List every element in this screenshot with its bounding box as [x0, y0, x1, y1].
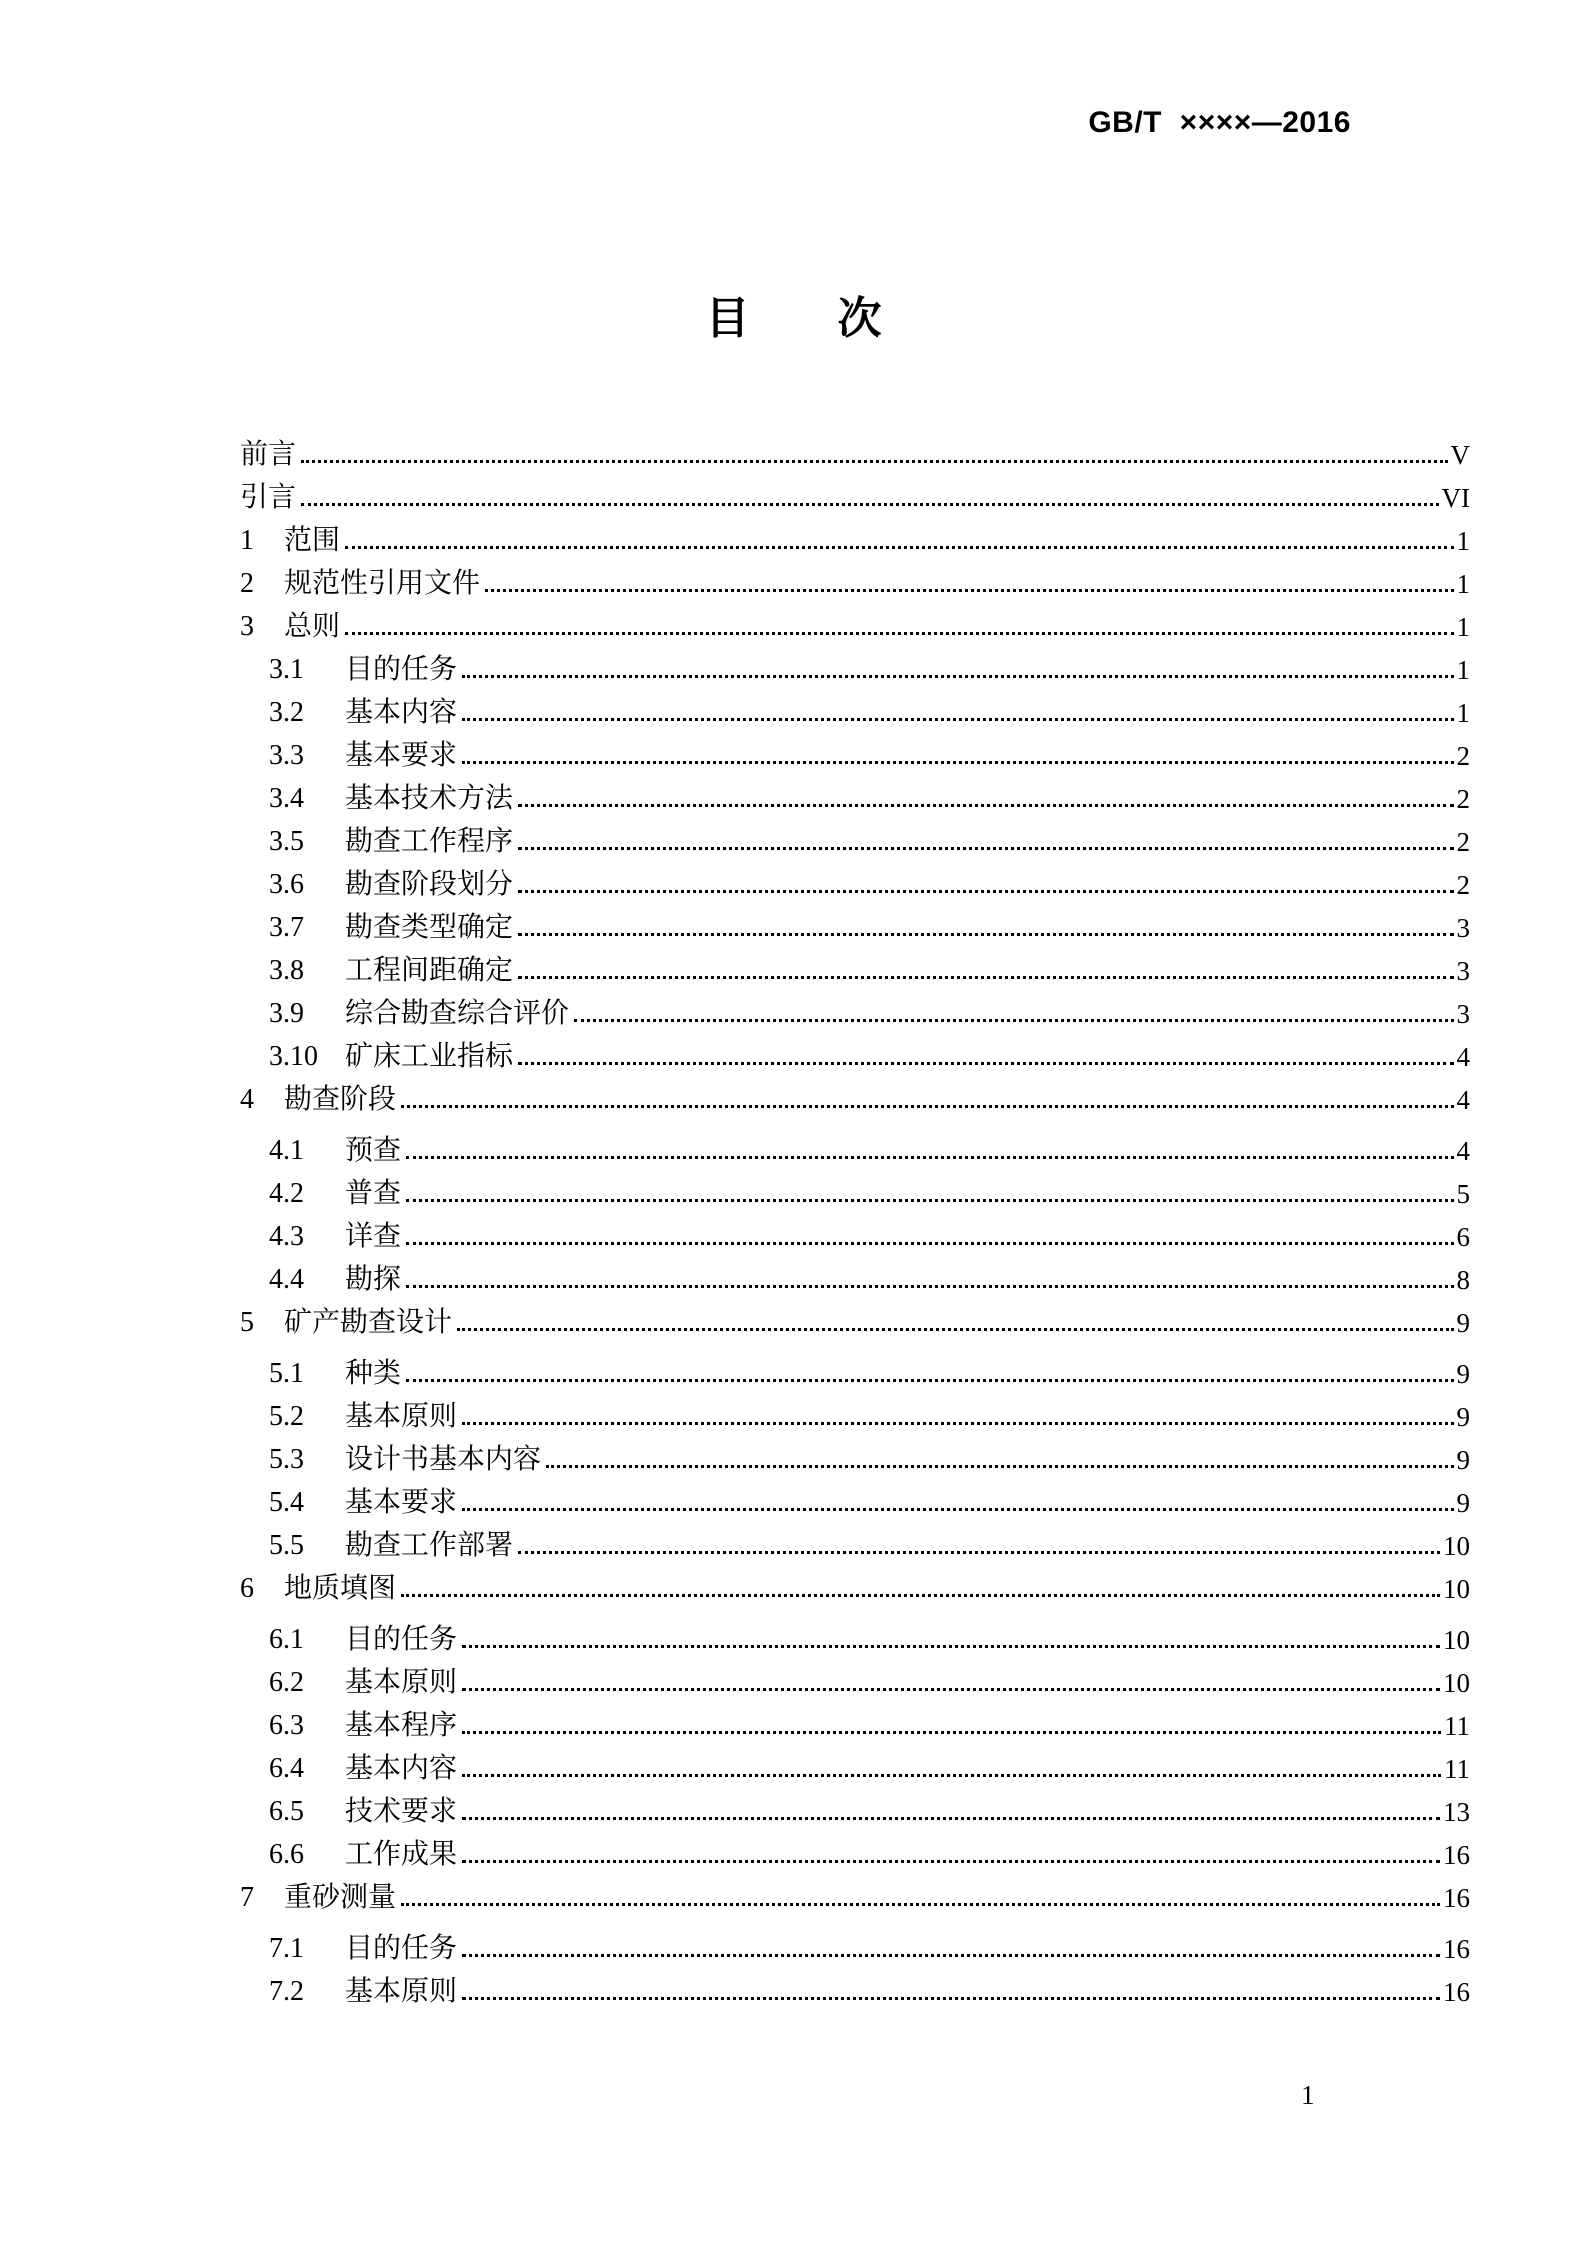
- toc-entry[interactable]: [240, 1222, 1470, 1252]
- toc-leader-dots: [462, 1731, 1441, 1734]
- toc-entry[interactable]: [240, 784, 1470, 814]
- toc-entry-number: 2: [240, 568, 254, 599]
- toc-entry-page: 5: [1456, 1179, 1470, 1209]
- toc-leader-dots: [518, 847, 1453, 850]
- toc-leader-dots: [345, 632, 1453, 635]
- toc-leader-dots: [462, 1645, 1440, 1648]
- toc-entry-title: 普查: [345, 1178, 402, 1209]
- toc-entry-page: 16: [1443, 1934, 1470, 1964]
- toc-entry-title: 种类: [345, 1358, 402, 1389]
- toc-entry-number: 4.2: [269, 1178, 304, 1209]
- toc-leader-dots: [406, 1285, 1453, 1288]
- toc-leader-dots: [406, 1156, 1453, 1159]
- toc-entry-page: 4: [1456, 1042, 1470, 1072]
- toc-entry-number: 6.3: [269, 1710, 304, 1741]
- toc-leader-dots: [301, 503, 1438, 506]
- toc-entry-number: 5.1: [269, 1358, 304, 1389]
- toc-entry-page: 1: [1456, 526, 1470, 556]
- toc-entry-title: 基本要求: [345, 740, 458, 771]
- toc-entry[interactable]: [240, 1797, 1470, 1827]
- toc-entry-title: 目的任务: [345, 654, 458, 685]
- toc-entry-page: 2: [1456, 827, 1470, 857]
- toc-entry-number: 3: [240, 611, 254, 642]
- toc-entry-page: 9: [1456, 1402, 1470, 1432]
- toc-entry-number: 7.2: [269, 1976, 304, 2007]
- toc-leader-dots: [462, 1774, 1441, 1777]
- toc-entry-title: 工程间距确定: [345, 955, 514, 986]
- toc-entry[interactable]: [240, 1977, 1470, 2007]
- toc-entry-page: 8: [1456, 1265, 1470, 1295]
- toc-entry[interactable]: [240, 741, 1470, 771]
- toc-entry-page: VI: [1441, 483, 1470, 513]
- toc-leader-dots: [301, 460, 1447, 463]
- toc-entry-number: 4: [240, 1084, 254, 1115]
- toc-entry-title: 工作成果: [345, 1839, 458, 1870]
- toc-entry[interactable]: [240, 1488, 1470, 1518]
- toc-entry[interactable]: [240, 483, 1470, 513]
- toc-leader-dots: [518, 933, 1453, 936]
- toc-leader-dots: [462, 1954, 1440, 1957]
- toc-entry-page: 2: [1456, 784, 1470, 814]
- toc-entry-number: 5.3: [269, 1444, 304, 1475]
- toc-entry[interactable]: [240, 698, 1470, 728]
- toc-entry-title: 勘探: [345, 1264, 402, 1295]
- toc-entry-title: 总则: [284, 611, 341, 642]
- toc-leader-dots: [401, 1594, 1440, 1597]
- standard-code-header: GB/T ××××—2016: [1088, 106, 1351, 139]
- toc-entry-page: 6: [1456, 1222, 1470, 1252]
- toc-entry-page: 10: [1443, 1574, 1470, 1604]
- toc-entry[interactable]: [240, 526, 1470, 556]
- toc-entry[interactable]: [240, 612, 1470, 642]
- toc-entry-title: 勘查阶段: [284, 1084, 397, 1115]
- toc-entry-page: 1: [1456, 698, 1470, 728]
- toc-leader-dots: [518, 1551, 1440, 1554]
- page-title: 目 次: [705, 294, 882, 343]
- toc-leader-dots: [406, 1379, 1453, 1382]
- toc-entry-title: 引言: [240, 482, 297, 513]
- toc-entry-title: 技术要求: [345, 1796, 458, 1827]
- toc-entry-title: 勘查工作部署: [345, 1530, 514, 1561]
- footer-page-number: 1: [1301, 2080, 1315, 2110]
- toc-entry-page: 9: [1456, 1359, 1470, 1389]
- toc-entry-number: 7: [240, 1882, 254, 1913]
- toc-entry-title: 矿床工业指标: [345, 1041, 514, 1072]
- toc-entry[interactable]: [240, 1711, 1470, 1741]
- toc-entry-page: 10: [1443, 1668, 1470, 1698]
- toc-entry-number: 3.3: [269, 740, 304, 771]
- toc-entry-page: 4: [1456, 1136, 1470, 1166]
- toc-entry-page: 10: [1443, 1531, 1470, 1561]
- toc-entry-number: 6.1: [269, 1624, 304, 1655]
- toc-entry-page: 10: [1443, 1625, 1470, 1655]
- toc-entry[interactable]: [240, 440, 1470, 470]
- toc-entry-page: 3: [1456, 999, 1470, 1029]
- toc-entry-number: 3.1: [269, 654, 304, 685]
- toc-entry-page: 4: [1456, 1085, 1470, 1115]
- toc-entry[interactable]: [240, 1308, 1470, 1338]
- toc-leader-dots: [462, 1860, 1440, 1863]
- toc-leader-dots: [518, 976, 1453, 979]
- toc-entry-title: 规范性引用文件: [284, 568, 481, 599]
- toc-entry-number: 5: [240, 1307, 254, 1338]
- toc-entry-number: 3.8: [269, 955, 304, 986]
- toc-entry-page: 1: [1456, 569, 1470, 599]
- toc-leader-dots: [462, 1688, 1440, 1691]
- toc-entry-title: 设计书基本内容: [345, 1444, 542, 1475]
- toc-entry-number: 6.5: [269, 1796, 304, 1827]
- toc-entry-page: 9: [1456, 1488, 1470, 1518]
- toc-entry-title: 基本技术方法: [345, 783, 514, 814]
- toc-entry[interactable]: [240, 999, 1470, 1029]
- toc-entry-page: 11: [1444, 1754, 1470, 1784]
- toc-leader-dots: [462, 1997, 1440, 2000]
- toc-entry[interactable]: [240, 1934, 1470, 1964]
- toc-entry-title: 基本程序: [345, 1710, 458, 1741]
- toc-leader-dots: [457, 1328, 1453, 1331]
- toc-entry-page: 16: [1443, 1977, 1470, 2007]
- toc-entry-title: 勘查类型确定: [345, 912, 514, 943]
- toc-entry-number: 3.2: [269, 697, 304, 728]
- toc-entry-title: 详查: [345, 1221, 402, 1252]
- toc-entry-number: 5.4: [269, 1487, 304, 1518]
- toc-entry-title: 基本原则: [345, 1667, 458, 1698]
- toc-entry-title: 基本原则: [345, 1976, 458, 2007]
- toc-entry[interactable]: [240, 1574, 1470, 1604]
- toc-entry-number: 6.4: [269, 1753, 304, 1784]
- toc-entry-number: 3.6: [269, 869, 304, 900]
- toc-leader-dots: [345, 546, 1453, 549]
- toc-entry-title: 基本内容: [345, 697, 458, 728]
- toc-entry-title: 勘查阶段划分: [345, 869, 514, 900]
- toc-entry-page: 3: [1456, 956, 1470, 986]
- toc-entry-number: 4.4: [269, 1264, 304, 1295]
- toc-entry-title: 预查: [345, 1135, 402, 1166]
- toc-leader-dots: [462, 1422, 1453, 1425]
- toc-entry-title: 基本原则: [345, 1401, 458, 1432]
- toc-entry-number: 3.9: [269, 998, 304, 1029]
- toc-entry-number: 6: [240, 1573, 254, 1604]
- toc-entry[interactable]: [240, 1265, 1470, 1295]
- toc-entry[interactable]: [240, 1883, 1470, 1913]
- toc-leader-dots: [462, 675, 1453, 678]
- toc-entry[interactable]: [240, 1754, 1470, 1784]
- toc-entry-number: 5.2: [269, 1401, 304, 1432]
- toc-leader-dots: [401, 1903, 1440, 1906]
- toc-entry-page: 9: [1456, 1308, 1470, 1338]
- toc-entry[interactable]: [240, 1179, 1470, 1209]
- toc-entry-title: 前言: [240, 439, 297, 470]
- toc-entry-page: 9: [1456, 1445, 1470, 1475]
- toc-entry[interactable]: [240, 1531, 1470, 1561]
- toc-entry-page: 2: [1456, 741, 1470, 771]
- toc-entry[interactable]: [240, 1840, 1470, 1870]
- toc-entry-title: 基本要求: [345, 1487, 458, 1518]
- toc-leader-dots: [462, 718, 1453, 721]
- toc-entry-page: V: [1450, 440, 1470, 470]
- toc-entry-number: 3.5: [269, 826, 304, 857]
- toc-entry-page: 11: [1444, 1711, 1470, 1741]
- toc-entry-title: 重砂测量: [284, 1882, 397, 1913]
- toc-entry-number: 4.1: [269, 1135, 304, 1166]
- toc-entry-page: 3: [1456, 913, 1470, 943]
- toc-entry-page: 16: [1443, 1840, 1470, 1870]
- toc-entry-number: 3.10: [269, 1041, 318, 1072]
- toc-leader-dots: [462, 761, 1453, 764]
- toc-entry-number: 3.7: [269, 912, 304, 943]
- toc-entry-title: 目的任务: [345, 1624, 458, 1655]
- toc-entry-title: 基本内容: [345, 1753, 458, 1784]
- toc-leader-dots: [518, 1062, 1453, 1065]
- toc-leader-dots: [518, 890, 1453, 893]
- toc-leader-dots: [406, 1199, 1453, 1202]
- toc-entry-title: 范围: [284, 525, 341, 556]
- toc-entry-title: 地质填图: [284, 1573, 397, 1604]
- toc-entry[interactable]: [240, 1668, 1470, 1698]
- toc-entry[interactable]: [240, 569, 1470, 599]
- toc-entry[interactable]: [240, 1085, 1470, 1115]
- toc-entry-number: 5.5: [269, 1530, 304, 1561]
- toc-leader-dots: [574, 1019, 1453, 1022]
- toc-entry[interactable]: [240, 1625, 1470, 1655]
- toc-entry-number: 7.1: [269, 1933, 304, 1964]
- toc-entry-page: 1: [1456, 612, 1470, 642]
- toc-entry[interactable]: [240, 1042, 1470, 1072]
- toc-entry[interactable]: [240, 1359, 1470, 1389]
- toc-entry-title: 综合勘查综合评价: [345, 998, 570, 1029]
- toc-leader-dots: [546, 1465, 1453, 1468]
- toc-entry-number: 6.2: [269, 1667, 304, 1698]
- toc-entry[interactable]: [240, 827, 1470, 857]
- toc-entry[interactable]: [240, 913, 1470, 943]
- toc-entry[interactable]: [240, 870, 1470, 900]
- toc-entry-page: 16: [1443, 1883, 1470, 1913]
- toc-entry[interactable]: [240, 956, 1470, 986]
- toc-leader-dots: [462, 1817, 1440, 1820]
- toc-entry[interactable]: [240, 655, 1470, 685]
- toc-leader-dots: [485, 589, 1453, 592]
- toc-entry-page: 13: [1443, 1797, 1470, 1827]
- toc-leader-dots: [462, 1508, 1453, 1511]
- toc-list: [240, 440, 1470, 2020]
- toc-entry-title: 勘查工作程序: [345, 826, 514, 857]
- toc-entry[interactable]: [240, 1136, 1470, 1166]
- toc-leader-dots: [401, 1105, 1453, 1108]
- toc-entry[interactable]: [240, 1445, 1470, 1475]
- toc-entry-number: 6.6: [269, 1839, 304, 1870]
- toc-entry-page: 2: [1456, 870, 1470, 900]
- toc-entry-number: 1: [240, 525, 254, 556]
- toc-leader-dots: [406, 1242, 1453, 1245]
- toc-entry-number: 3.4: [269, 783, 304, 814]
- toc-leader-dots: [518, 804, 1453, 807]
- toc-entry-title: 目的任务: [345, 1933, 458, 1964]
- toc-entry-title: 矿产勘查设计: [284, 1307, 453, 1338]
- toc-entry-page: 1: [1456, 655, 1470, 685]
- toc-entry[interactable]: [240, 1402, 1470, 1432]
- toc-entry-number: 4.3: [269, 1221, 304, 1252]
